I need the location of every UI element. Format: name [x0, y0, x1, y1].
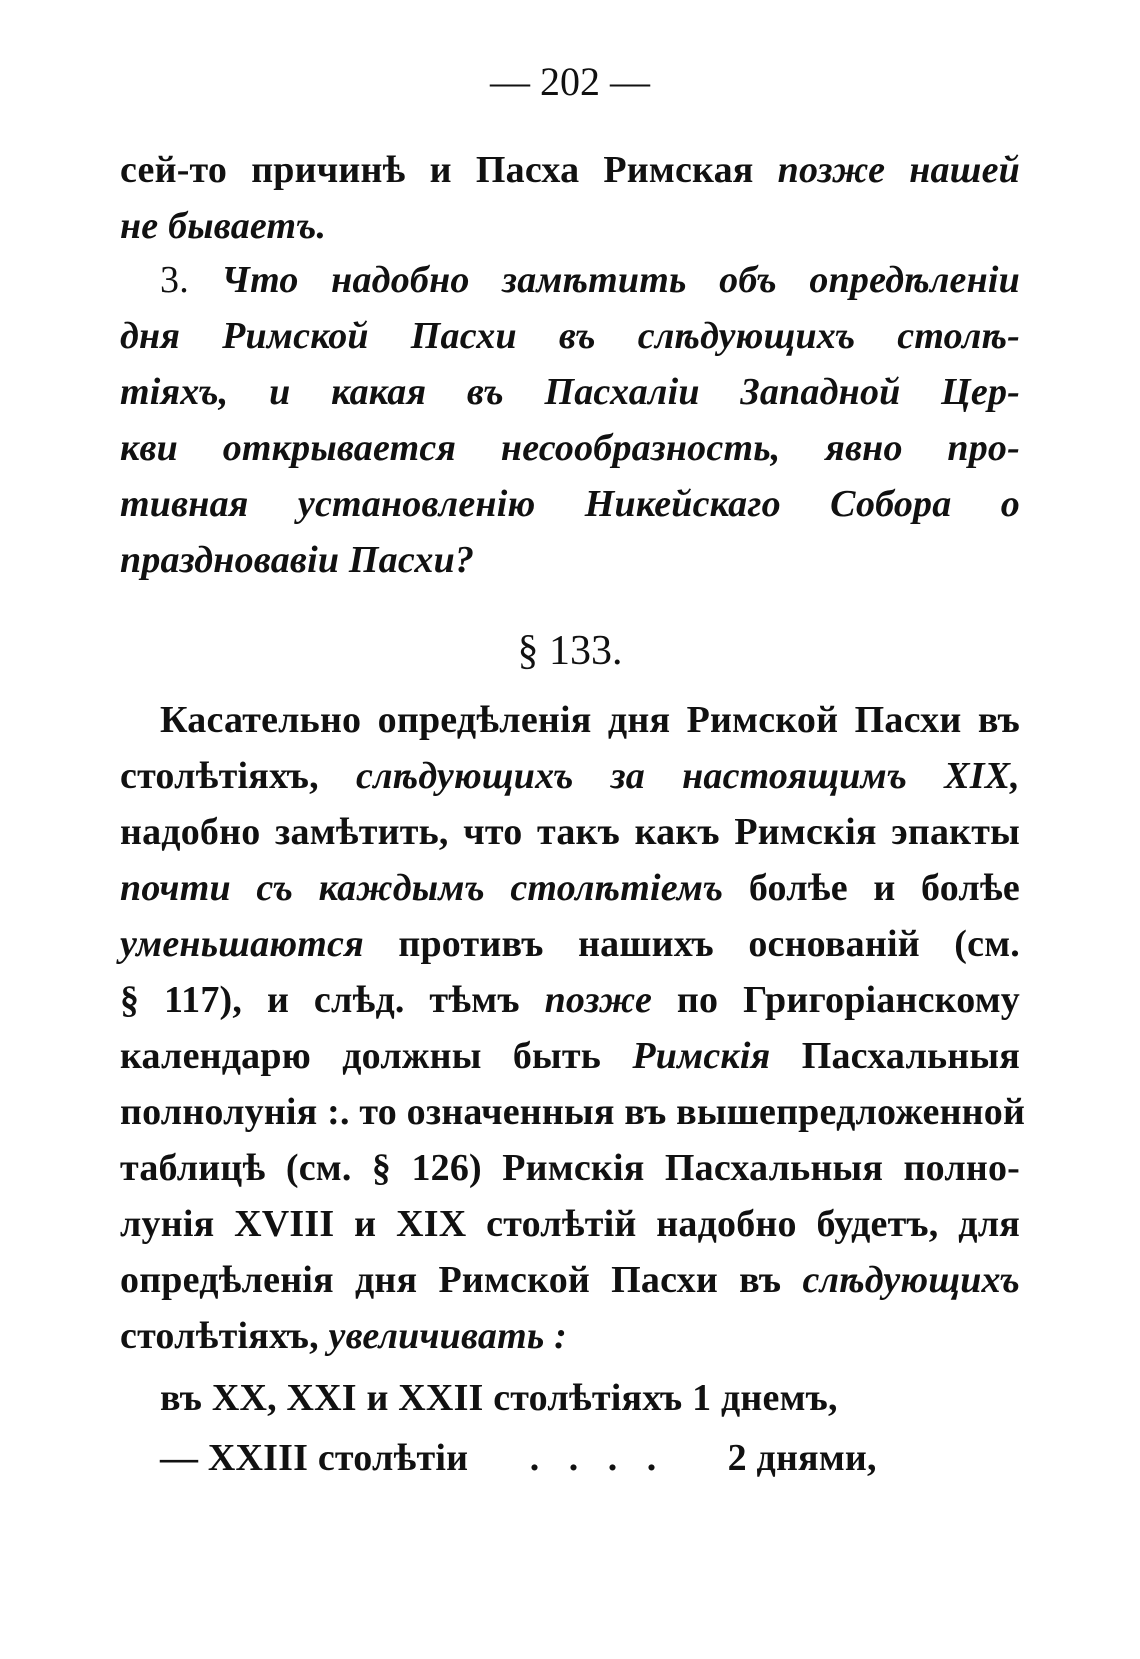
question-line-1: [160, 258, 1020, 302]
paragraph-line-10: лунія XVIII и XIX столѣтій надобно будетъ, для: [120, 1203, 1020, 1245]
text-plain: противъ нашихъ основаній (см.: [363, 923, 1020, 965]
page-number-header: — 202 —: [490, 59, 650, 104]
text-italic: уменьшаются: [120, 923, 364, 965]
list-item-2-label: — XXIII столѣтіи: [160, 1437, 469, 1479]
text-plain: столѣтіяхъ,: [120, 755, 357, 797]
question-line-6: праздновавіи Пасхи?: [120, 539, 475, 581]
question-line-3: тіяхъ, и какая въ Пасхаліи Западной Цер-: [120, 371, 1020, 413]
question-line-2: дня Римской Пасхи въ слѣдующихъ столѣ-: [120, 315, 1020, 357]
list-item-2-value: 2 днями,: [727, 1437, 877, 1479]
text-italic: позже: [544, 979, 653, 1021]
text-italic: позже нашей: [777, 149, 1020, 191]
paragraph-line-4: [120, 866, 1020, 910]
paragraph-line-8: полнолунія :. то означенныя въ вышепредложенной: [120, 1091, 1026, 1133]
paragraph-line-12: [120, 1314, 1020, 1358]
paragraph-line-1: Касательно опредѣленія дня Римской Пасхи въ: [160, 699, 1020, 741]
paragraph-line-11: [120, 1258, 1020, 1302]
paragraph-line-5: [120, 922, 1020, 966]
section-heading: § 133.: [517, 628, 623, 674]
text-italic: слѣдующихъ: [802, 1259, 1020, 1301]
text-plain: столѣтіяхъ,: [120, 1315, 329, 1357]
question-number: 3.: [160, 259, 189, 301]
paragraph-line-7: [120, 1034, 1020, 1078]
text-plain: § 117), и слѣд. тѣмъ: [120, 979, 545, 1021]
text-plain: по Григоріанскому: [652, 979, 1020, 1021]
text-italic: слѣдующихъ за настоящимъ XIX,: [356, 755, 1020, 797]
list-item-2: [160, 1436, 960, 1480]
text-plain: опредѣленія дня Римской Пасхи въ: [120, 1259, 803, 1301]
text-italic: Римскія: [632, 1035, 771, 1077]
text-italic: почти съ каждымъ столѣтіемъ: [120, 867, 724, 909]
text-plain: календарю должны быть: [120, 1035, 633, 1077]
question-line-4: кви открывается несообразность, явно про-: [120, 427, 1020, 469]
text-italic: увеличивать :: [328, 1315, 567, 1357]
question-line-5: тивная установленію Никейскаго Собора о: [120, 483, 1020, 525]
paragraph-line-6: [120, 978, 1020, 1022]
question-text: Что надобно замѣтить объ опредѣленіи: [221, 259, 1021, 301]
paragraph-line-3: надобно замѣтить, что такъ какъ Римскія эпакты: [120, 811, 1020, 853]
list-item-1: въ XX, XXI и XXII столѣтіяхъ 1 днемъ,: [160, 1377, 838, 1419]
prev-paragraph-line-1: [120, 148, 1020, 192]
prev-paragraph-line-2: не бываетъ.: [120, 205, 327, 247]
text-plain: сей-то причинѣ и Пасха Римская: [120, 149, 778, 191]
leader-dots: . . . .: [529, 1437, 667, 1479]
text-plain: Пасхальныя: [770, 1035, 1020, 1077]
paragraph-line-9: таблицѣ (см. § 126) Римскія Пасхальныя полно-: [120, 1147, 1020, 1189]
text-plain: болѣе и болѣе: [723, 867, 1020, 909]
paragraph-line-2: [120, 754, 1020, 798]
